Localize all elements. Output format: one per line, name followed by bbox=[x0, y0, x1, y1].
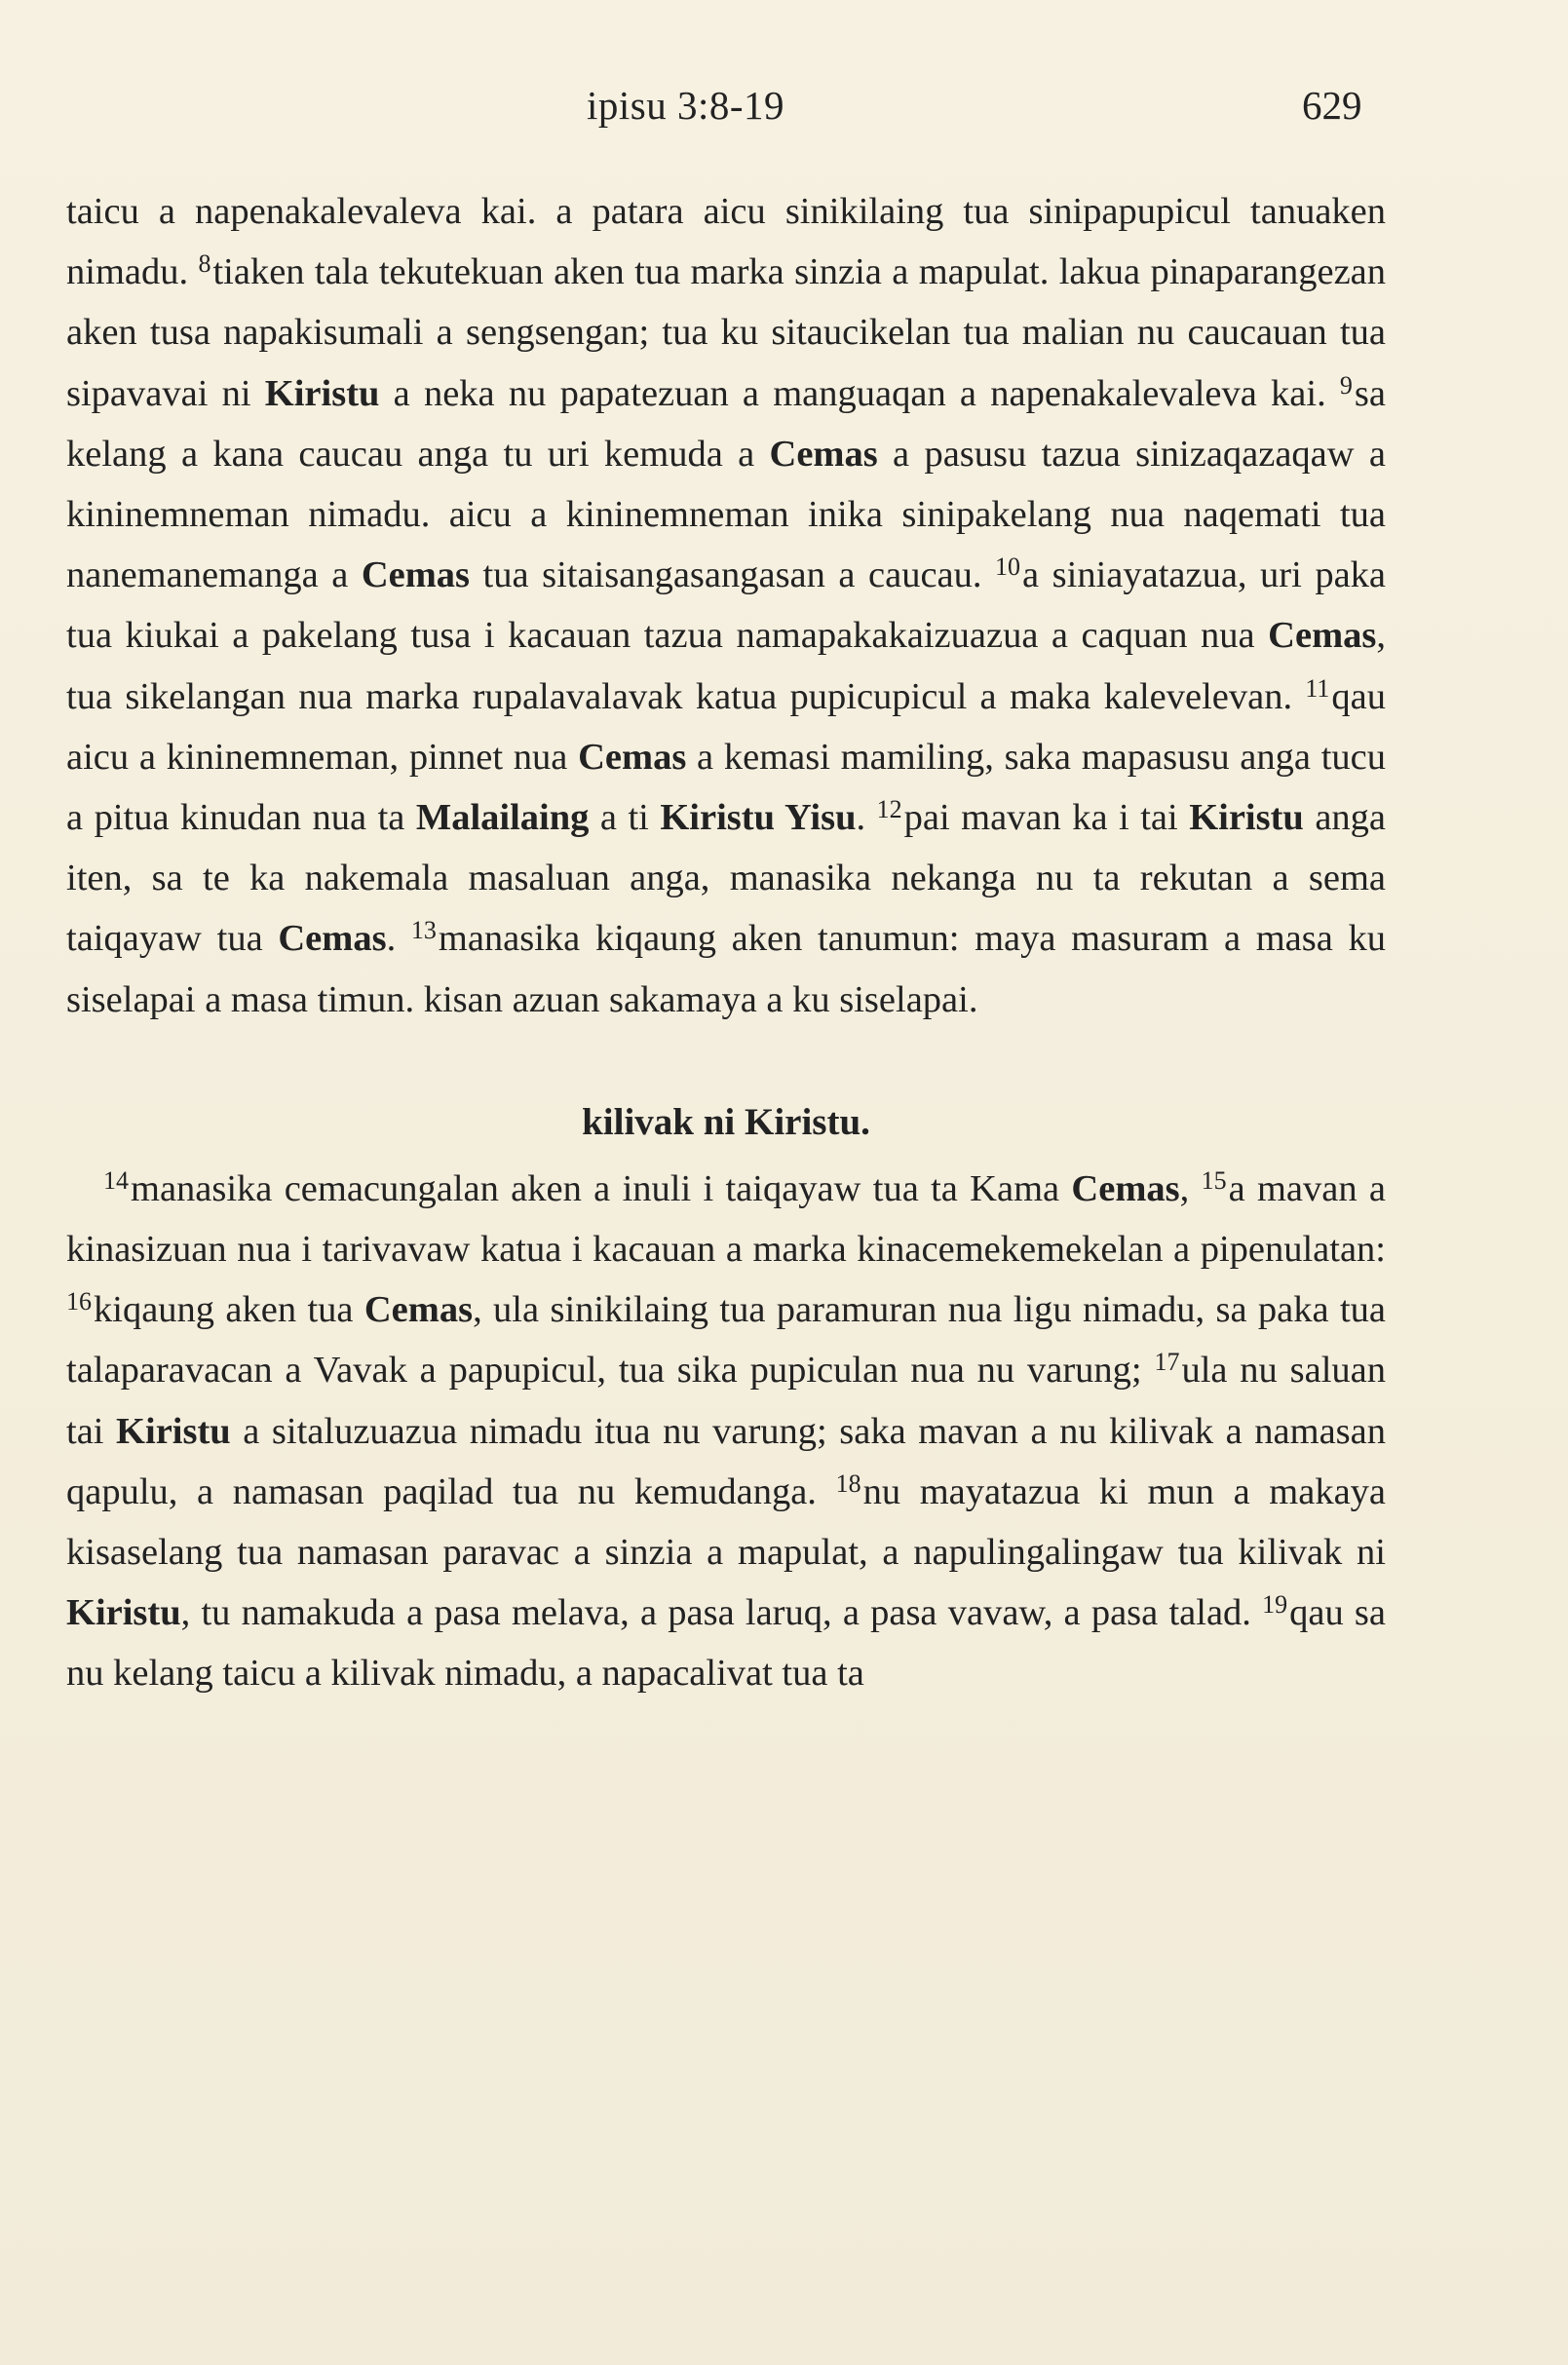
section-heading: kilivak ni Kiristu. bbox=[582, 1100, 870, 1143]
text-run: . bbox=[856, 797, 877, 839]
text-run: manasika cemacungalan aken a inuli i taiqayaw tua ta Kama bbox=[131, 1167, 1072, 1209]
text-run: taicu a napenakalevaleva kai. a patara aicu sinikilaing tua sinipapupicul tanuaken nimadu. bbox=[66, 191, 1386, 293]
text-run: a ti bbox=[589, 797, 661, 839]
divine-name: Cemas bbox=[361, 554, 471, 596]
text-run: a sitaluzuazua nimadu itua nu varung; saka mavan a nu kilivak a namasan qapulu, a namasan paqilad tua nu kemudanga. bbox=[66, 1410, 1386, 1512]
text-run: anga iten, sa te ka nakemala masaluan anga, manasika nekanga nu ta rekutan a sema taiqayaw tua bbox=[66, 797, 1386, 960]
verse-number: 11 bbox=[1305, 673, 1330, 703]
text-run: . bbox=[386, 918, 411, 960]
running-head: ipisu 3:8-19 bbox=[587, 83, 785, 128]
divine-name: Malailaing bbox=[415, 797, 590, 839]
text-run: a siniayatazua, uri paka tua kiukai a pakelang tusa i kacauan tazua namapakakaizuazua a caquan nua bbox=[66, 554, 1387, 657]
text-run: manasika kiqaung aken tanumun: maya masuram a masa ku siselapai a masa timun. kisan azuan sakamaya a ku siselapai. bbox=[66, 918, 1387, 1020]
divine-name: Cemas bbox=[278, 918, 387, 960]
text-run: sa kelang a kana caucau anga tu uri kemuda a bbox=[66, 372, 1386, 475]
text-run: qau aicu a kininemneman, pinnet nua bbox=[66, 675, 1386, 778]
divine-name: Kiristu Yisu bbox=[660, 797, 857, 839]
verse-number: 10 bbox=[995, 553, 1021, 582]
page-number: 629 bbox=[1302, 83, 1362, 128]
divine-name: Cemas bbox=[578, 736, 687, 778]
verse-number: 18 bbox=[835, 1469, 861, 1498]
text-run: ula nu saluan tai bbox=[66, 1350, 1386, 1452]
divine-name: Kiristu bbox=[264, 372, 380, 414]
text-run: pai mavan ka i tai bbox=[903, 797, 1190, 839]
text-run: a neka nu papatezuan a manguaqan a napenakalevaleva kai. bbox=[379, 372, 1340, 414]
divine-name: Cemas bbox=[769, 433, 878, 475]
text-run: tua sitaisangasangasan a caucau. bbox=[470, 554, 996, 596]
verse-number: 14 bbox=[103, 1165, 129, 1195]
verse-number: 9 bbox=[1339, 370, 1353, 400]
divine-name: Kiristu bbox=[116, 1410, 231, 1452]
divine-name: Kiristu bbox=[1189, 797, 1304, 839]
verse-number: 15 bbox=[1201, 1165, 1227, 1195]
text-run: kiqaung aken tua bbox=[94, 1289, 364, 1331]
text-body bbox=[66, 181, 1386, 1704]
divine-name: Kiristu bbox=[66, 1592, 181, 1634]
text-run: a kemasi mamiling, saka mapasusu anga tucu a pitua kinudan nua ta bbox=[66, 736, 1386, 839]
text-run: , bbox=[1179, 1167, 1202, 1209]
text-run: nu mayatazua ki mun a makaya kisaselang tua namasan paravac a sinzia a mapulat, a napulingalingaw tua kilivak ni bbox=[66, 1470, 1386, 1574]
page-header bbox=[0, 82, 1568, 136]
verse-number: 8 bbox=[198, 249, 211, 279]
verse-number: 16 bbox=[66, 1287, 92, 1316]
divine-name: Cemas bbox=[1071, 1167, 1180, 1209]
verse-number: 19 bbox=[1262, 1590, 1288, 1620]
verse-number: 12 bbox=[876, 795, 902, 824]
text-run: tiaken tala tekutekuan aken tua marka sinzia a mapulat. lakua pinaparangezan aken tusa napakisumali a sengsengan; tua ku sitaucikelan tua malian nu caucauan tua sipavavai ni bbox=[66, 251, 1386, 414]
divine-name: Cemas bbox=[1268, 615, 1377, 657]
text-run: , tua sikelangan nua marka rupalavalavak katua pupicupicul a maka kalevelevan. bbox=[66, 615, 1386, 717]
text-run: a mavan a kinasizuan nua i tarivavaw katua i kacauan a marka kinacemekemekelan a pipenulatan: bbox=[66, 1167, 1386, 1271]
paragraph bbox=[66, 1159, 1386, 1704]
verse-number: 13 bbox=[410, 916, 437, 945]
text-run: , ula sinikilaing tua paramuran nua ligu nimadu, sa paka tua talaparavacan a Vavak a papupicul, tua sika pupiculan nua nu varung; bbox=[66, 1289, 1386, 1392]
verse-number: 17 bbox=[1154, 1348, 1180, 1377]
text-run: , tu namakuda a pasa melava, a pasa laruq, a pasa vavaw, a pasa talad. bbox=[180, 1592, 1263, 1634]
text-run: qau sa nu kelang taicu a kilivak nimadu, a napacalivat tua ta bbox=[66, 1592, 1386, 1695]
text-run: a pasusu tazua sinizaqazaqaw a kininemneman nimadu. aicu a kininemneman inika sinipakelang nua naqemati tua nanemanemanga a bbox=[66, 433, 1386, 596]
divine-name: Cemas bbox=[363, 1289, 474, 1331]
paragraph bbox=[66, 181, 1386, 1030]
